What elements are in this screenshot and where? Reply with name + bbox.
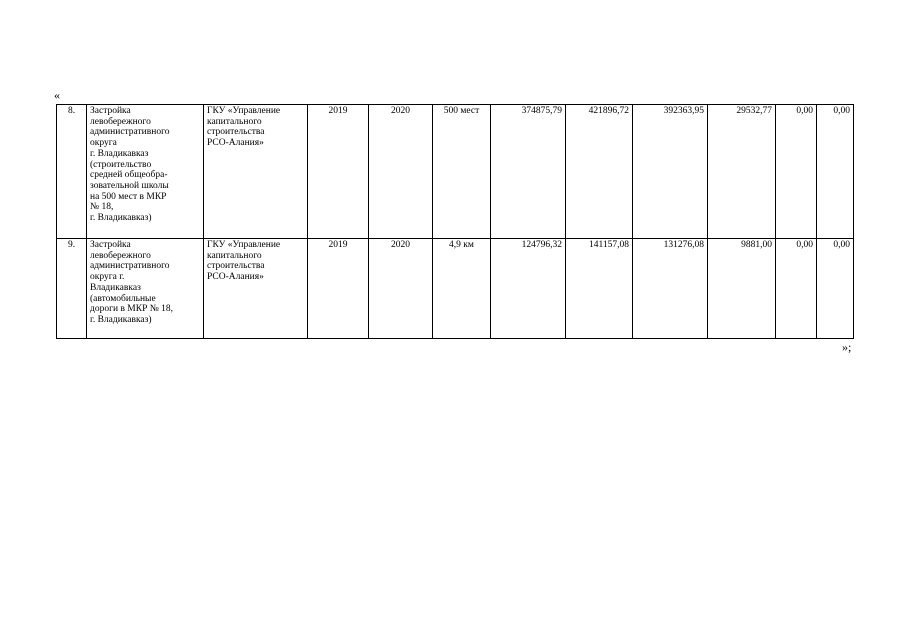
organization-line: РСО-Алания» (207, 138, 264, 149)
object-name (87, 239, 204, 339)
object-name-line: (строительство (90, 159, 152, 170)
row-number: 8. (57, 105, 87, 239)
start-year: 2019 (308, 105, 369, 239)
closing-quote: »; (842, 340, 852, 354)
object-name-line: г. Владикавказ) (90, 213, 152, 224)
amount-1: 374875,79 (491, 105, 566, 239)
object-name-line: Владикавказ (90, 282, 141, 293)
amount-4: 29532,77 (708, 105, 776, 239)
object-name-line: средней общеобра- (90, 170, 168, 181)
amount-3: 131276,08 (633, 239, 708, 339)
organization-line: капитального (207, 250, 262, 261)
amount-3: 392363,95 (633, 105, 708, 239)
object-name-line: дороги в МКР № 18, (90, 304, 174, 315)
object-name-line: г. Владикавказ (90, 148, 149, 159)
object-name-line: г. Владикавказ) (90, 314, 152, 325)
object-name-line: левобережного (90, 116, 151, 127)
amount-4: 9881,00 (708, 239, 776, 339)
amount-6: 0,00 (817, 105, 854, 239)
object-name-line: зовательной школы (90, 180, 169, 191)
organization-line: ГКУ «Управление (207, 106, 281, 116)
amount-1: 124796,32 (491, 239, 566, 339)
responsible-organization (204, 239, 308, 339)
start-year: 2019 (308, 239, 369, 339)
amount-2: 141157,08 (566, 239, 633, 339)
end-year: 2020 (369, 105, 433, 239)
table-row (57, 105, 854, 239)
object-name-line: административного (90, 261, 170, 272)
amount-5: 0,00 (776, 105, 817, 239)
capacity: 4,9 км (433, 239, 491, 339)
object-name-line: административного (90, 127, 170, 138)
object-name-line: округа г. (90, 272, 125, 283)
organization-line: РСО-Алания» (207, 272, 264, 283)
amount-6: 0,00 (817, 239, 854, 339)
organization-line: строительства (207, 261, 265, 272)
responsible-organization (204, 105, 308, 239)
object-name (87, 105, 204, 239)
end-year: 2020 (369, 239, 433, 339)
table-row (57, 239, 854, 339)
organization-line: капитального (207, 116, 262, 127)
object-name-line: Застройка (90, 106, 131, 116)
object-name-line: (автомобильные (90, 293, 156, 304)
opening-quote: « (54, 88, 60, 102)
organization-line: строительства (207, 127, 265, 138)
organization-line: ГКУ «Управление (207, 240, 281, 250)
investment-table (56, 104, 854, 339)
object-name-line: округа (90, 138, 117, 149)
capacity: 500 мест (433, 105, 491, 239)
object-name-line: левобережного (90, 250, 151, 261)
object-name-line: Застройка (90, 240, 131, 250)
object-name-line: на 500 мест в МКР (90, 191, 167, 202)
object-name-line: № 18, (90, 202, 114, 213)
row-number: 9. (57, 239, 87, 339)
amount-5: 0,00 (776, 239, 817, 339)
amount-2: 421896,72 (566, 105, 633, 239)
